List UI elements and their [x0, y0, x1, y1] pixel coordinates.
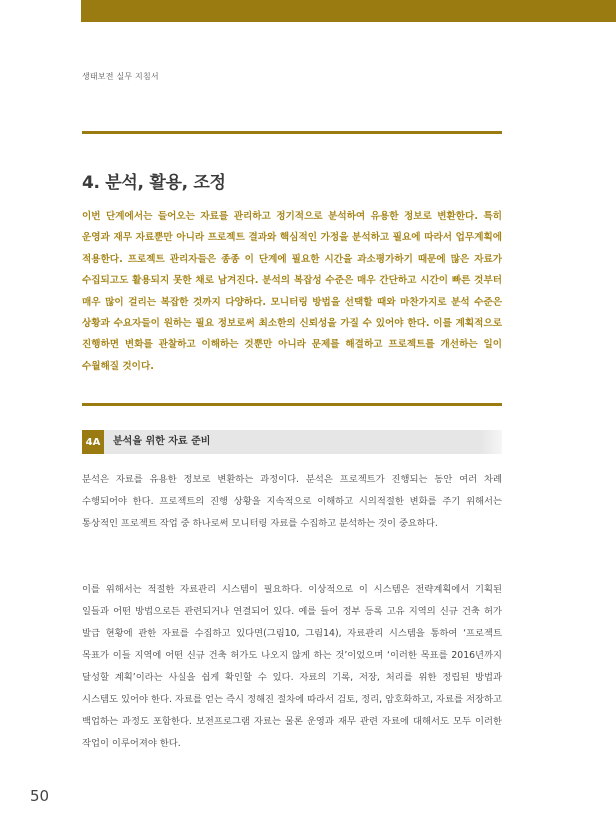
- page-number: 50: [30, 787, 50, 805]
- running-header: 생태보전 실무 지침서: [82, 72, 159, 81]
- section-divider-bottom: [82, 403, 502, 406]
- section-title: 4. 분석, 활용, 조정: [82, 173, 226, 193]
- body-paragraph: 분석은 자료를 유용한 정보로 변환하는 과정이다. 분석은 프로젝트가 진행되는 동안 여러 차례 수행되어야 한다. 프로젝트의 진행 상황을 지속적으로 이해하고 시의적절한 변화를 주기 위해서는 통상적인 프로젝트 작업 중 하나로써 모니터링 자료를 수집하고 분석하는 것이 중요하다.: [82, 474, 502, 529]
- section-intro: 이번 단계에서는 들어오는 자료를 관리하고 정기적으로 분석하여 유용한 정보로 변환한다. 특히 운영과 재무 자료뿐만 아니라 프로젝트 결과와 핵심적인 가정을 분석하고 필요에 따라서 업무계획에 적용한다. 프로젝트 관리자들은 종종 이 단계에 필요한 시간을 과소평가하기 때문에 많은 자료가 수집되고도 활용되지 못한 채로 남겨진다. 분석의 복잡성 수준은 매우 간단하고 시간이 빠른 것부터 매우 많이 걸리는 복잡한 것까지 다양하다. 모니터링 방법을 선택할 때와 마찬가지로 분석 수준은 상황과 수요자들이 원하는 필요 정보로써 최소한의 신뢰성을 가질 수 있어야 한다. 이를 계획적으로 진행하면 변화를 관찰하고 이해하는 것뿐만 아니라 문제를 해결하고 프로젝트를 개선하는 일이 수월해질 것이다.: [82, 211, 502, 372]
- subsection-title: 분석을 위한 자료 준비: [113, 436, 211, 447]
- body-paragraph: 이를 위해서는 적절한 자료관리 시스템이 필요하다. 이상적으로 이 시스템은 전략계획에서 기획된 일들과 어떤 방법으로든 관련되거나 연결되어 있다. 예를 들어 정부 등록 고유 지역의 신규 건축 허가 발급 현황에 관한 자료를 수집하고 있다면(그림10, 그림14), 자료관리 시스템을 통하여 ‘프로젝트 목표가 이들 지역에 어떤 신규 건축 허가도 나오지 않게 하는 것’이었으며 ‘이러한 목표를 2016년까지 달성할 계획’이라는 사실을 쉽게 확인할 수 있다. 자료의 기록, 저장, 처리를 위한 정립된 방법과 시스템도 있어야 한다. 자료를 얻는 즉시 정해진 절차에 따라서 검토, 정리, 암호화하고, 자료를 저장하고 백업하는 과정도 포함한다. 보전프로그램 자료는 물론 운영과 재무 관련 자료에 대해서도 모두 이러한 작업이 이루어져야 한다.: [82, 584, 502, 749]
- top-accent-bar: [81, 0, 616, 22]
- subsection-badge: 4A: [82, 430, 104, 454]
- section-divider-top: [82, 131, 502, 134]
